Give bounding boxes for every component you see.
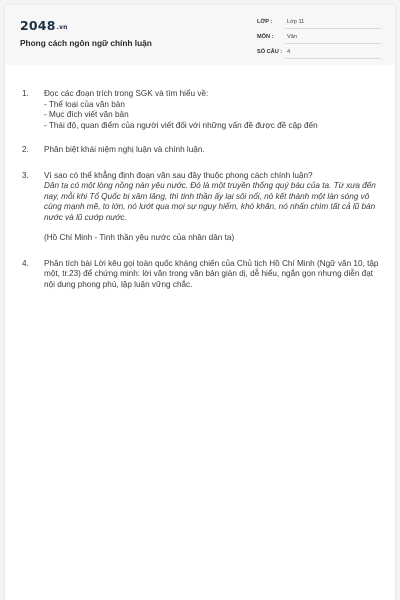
question-list <box>22 89 382 303</box>
question-4 <box>22 259 382 291</box>
question-sub-item: - Thể loại của văn bản <box>44 99 125 109</box>
logo-tld-text: .vn <box>56 24 68 31</box>
logo-main-text: 2048 <box>20 18 56 33</box>
meta-grade-key: LỚP : <box>257 19 273 25</box>
question-sub-item: - Mục đích viết văn bản <box>44 110 129 119</box>
question-number: 4. <box>22 258 29 268</box>
meta-subject-underline <box>285 43 381 44</box>
meta-subject-value: Văn <box>287 34 297 40</box>
meta-grade <box>257 17 381 31</box>
question-2 <box>22 145 382 156</box>
meta-subject <box>257 32 381 46</box>
document-header <box>5 5 395 65</box>
meta-count <box>257 47 381 61</box>
question-sub-item: - Thái độ, quan điểm của người viết đối với những vấn đề được đề cập đến <box>44 120 318 130</box>
meta-subject-key: MÔN : <box>257 34 274 40</box>
question-number: 2. <box>22 145 29 154</box>
question-number: 1. <box>22 89 29 98</box>
meta-count-key: SỐ CÂU : <box>257 49 283 55</box>
question-text: Phân tích bài Lời kêu gọi toàn quốc kháng chiến của Chủ tịch Hồ Chí Minh (Ngữ văn 10, tập một, tr.23) để chứng minh: lời văn trong văn bản giản dị, dễ hiểu, ngắn gọn nhưng diễn đạt nội dung phong phú, lập luận vững chắc. <box>44 258 379 289</box>
document-page <box>5 5 395 600</box>
meta-grade-underline <box>285 28 381 29</box>
meta-grade-value: Lớp 11 <box>287 19 305 25</box>
question-text: Đọc các đoạn trích trong SGK và tìm hiểu về: <box>44 89 209 98</box>
page-title: Phong cách ngôn ngữ chính luận <box>20 38 152 48</box>
site-logo[interactable] <box>20 18 68 33</box>
question-text: Vì sao có thể khẳng định đoạn văn sau đây thuộc phong cách chính luận? <box>44 170 313 180</box>
quote-source: (Hồ Chí Minh - Tinh thần yêu nước của nhân dân ta) <box>44 233 235 242</box>
question-text: Phân biệt khái niệm nghị luận và chính luận. <box>44 145 205 154</box>
meta-count-value: 4 <box>287 49 291 55</box>
question-1 <box>22 89 382 131</box>
question-3 <box>22 171 382 244</box>
question-quote: Dân ta có một lòng nồng nàn yêu nước. Đó là một truyền thống quý báu của ta. Từ xưa đến nay, mỗi khi Tổ Quốc bị xâm lăng, thì tinh thần ấy lại sôi nổi, nó kết thành một làn sóng vô cùng mạnh mẽ, to lớn, nó lướt qua mọi sự nguy hiểm, khó khăn, nó nhấn chìm tất cả lũ bán nước và lũ cướp nước. <box>44 181 376 222</box>
meta-count-underline <box>285 58 381 59</box>
question-number: 3. <box>22 170 29 180</box>
